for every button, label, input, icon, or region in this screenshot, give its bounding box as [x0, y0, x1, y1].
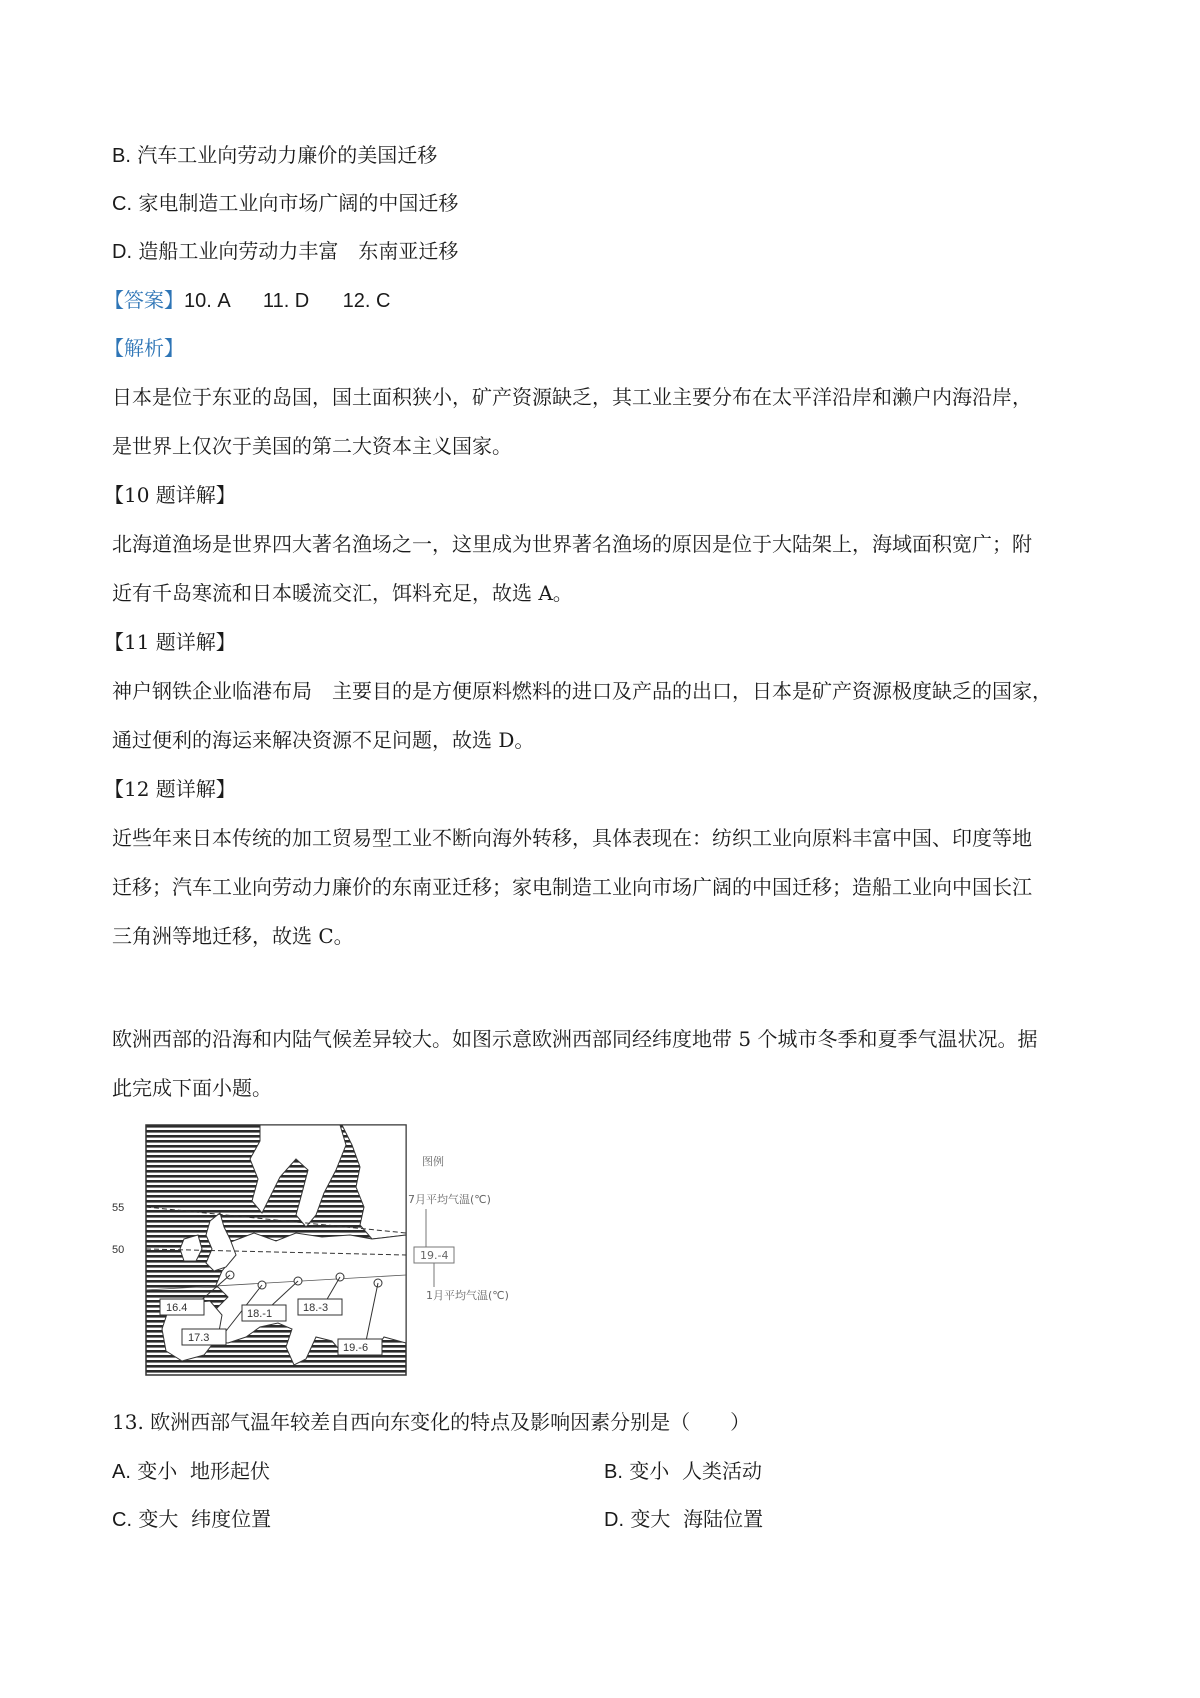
- analysis-line-2: 是世界上仅次于美国的第二大资本主义国家。: [112, 434, 512, 458]
- option-c-prev: [112, 188, 1102, 219]
- option-text: 家电制造工业向市场广阔的中国迁移: [138, 191, 459, 215]
- answer-line: [104, 285, 1094, 316]
- intro-line-1: 欧洲西部的沿海和内陆气候差异较大。如图示意欧洲西部同经纬度地带 5 个城市冬季和夏季气温状况。据: [112, 1027, 1038, 1051]
- q10-line-1: 北海道渔场是世界四大著名渔场之一，这里成为世界著名渔场的原因是位于大陆架上，海域面积宽广；附: [112, 532, 1032, 556]
- city-box-4: [298, 1299, 342, 1315]
- q11-heading: 【11 题详解】: [104, 630, 236, 654]
- city-box-3: [242, 1305, 286, 1321]
- city-box-1-label: 16.4: [166, 1302, 188, 1314]
- option-letter: C.: [112, 193, 132, 215]
- option-text: 变小 地形起伏: [137, 1459, 270, 1483]
- answer-text: 10. A 11. D 12. C: [184, 290, 391, 312]
- q13-option-a: [112, 1456, 270, 1487]
- option-b-prev: [112, 140, 1102, 171]
- q12-heading: 【12 题详解】: [104, 777, 236, 801]
- europe-temperature-map: [110, 1115, 555, 1395]
- lat-label-50: 50: [112, 1244, 125, 1256]
- q13-option-c: [112, 1504, 271, 1535]
- option-text: 造船工业向劳动力丰富 东南亚迁移: [138, 239, 459, 263]
- q13-stem: 13. 欧洲西部气温年较差自西向东变化的特点及影响因素分别是（ ）: [112, 1410, 751, 1434]
- q12-line-3: 三角洲等地迁移，故选 C。: [112, 924, 354, 948]
- q10-line-2: 近有千岛寒流和日本暖流交汇，饵料充足，故选 A。: [112, 581, 573, 605]
- analysis-line-1: 日本是位于东亚的岛国，国土面积狭小，矿产资源缺乏，其工业主要分布在太平洋沿岸和濑户内海沿岸，: [112, 385, 1032, 409]
- city-box-5: [338, 1339, 382, 1355]
- option-letter: C.: [112, 1509, 132, 1531]
- legend-july: 7月平均气温(℃): [408, 1193, 491, 1206]
- q11-line-2: 通过便利的海运来解决资源不足问题，故选 D。: [112, 728, 535, 752]
- option-letter: B.: [112, 145, 131, 167]
- intro-line-2: 此完成下面小题。: [112, 1076, 272, 1100]
- city-box-2-label: 17.3: [188, 1332, 210, 1344]
- option-d-prev: [112, 236, 1102, 267]
- city-box-3-label: 18.-1: [247, 1308, 273, 1320]
- legend-box-label: 19.-4: [420, 1249, 449, 1262]
- option-text: 变大 纬度位置: [138, 1507, 272, 1531]
- lat-label-55: 55: [112, 1202, 125, 1214]
- legend-title: 图例: [422, 1155, 444, 1168]
- answer-label: 【答案】: [104, 288, 184, 312]
- option-text: 变大 海陆位置: [630, 1507, 764, 1531]
- option-letter: A.: [112, 1461, 131, 1483]
- q12-line-1: 近些年来日本传统的加工贸易型工业不断向海外转移，具体表现在：纺织工业向原料丰富中国、印度等地: [112, 826, 1032, 850]
- legend-jan: 1月平均气温(℃): [426, 1289, 509, 1302]
- city-box-5-label: 19.-6: [343, 1342, 369, 1354]
- map-legend: [408, 1154, 509, 1302]
- q10-heading: 【10 题详解】: [104, 483, 236, 507]
- q12-line-2: 迁移；汽车工业向劳动力廉价的东南亚迁移；家电制造工业向市场广阔的中国迁移；造船工业向中国长江: [112, 875, 1032, 899]
- analysis-label: 【解析】: [104, 336, 184, 360]
- city-box-1: [160, 1299, 204, 1315]
- option-letter: B.: [604, 1461, 623, 1483]
- q13-option-d: [604, 1504, 763, 1535]
- option-text: 变小 人类活动: [629, 1459, 762, 1483]
- q11-line-1: 神户钢铁企业临港布局 主要目的是方便原料燃料的进口及产品的出口，日本是矿产资源极度缺乏的国家，: [112, 679, 1052, 703]
- city-box-2: [182, 1329, 226, 1345]
- q13-option-b: [604, 1456, 762, 1487]
- option-letter: D.: [604, 1509, 624, 1531]
- city-box-4-label: 18.-3: [303, 1302, 329, 1314]
- option-text: 汽车工业向劳动力廉价的美国迁移: [137, 143, 438, 167]
- option-letter: D.: [112, 241, 132, 263]
